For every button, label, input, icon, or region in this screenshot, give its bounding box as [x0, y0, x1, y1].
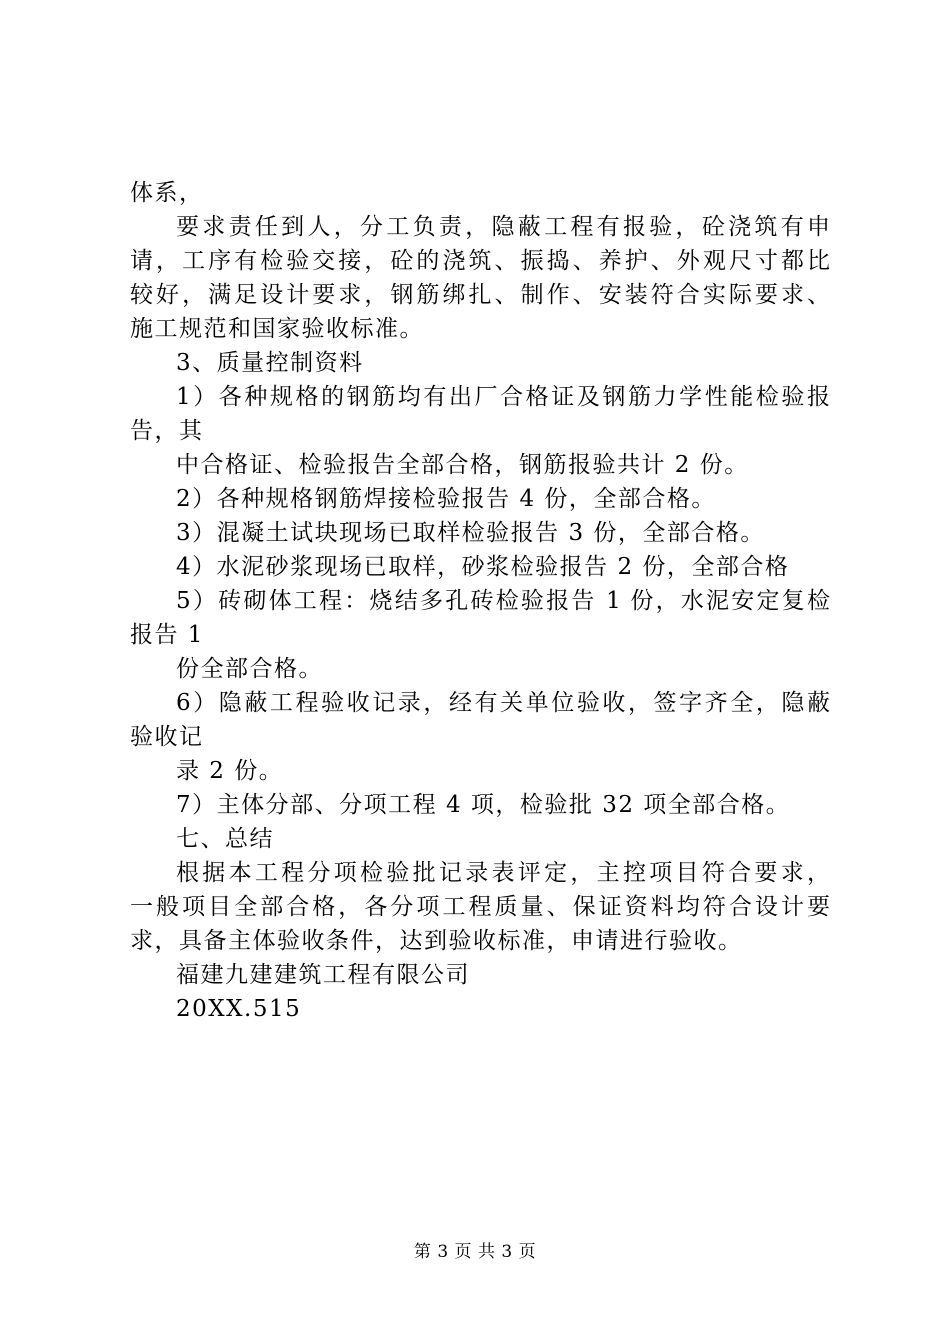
text-line: 5）砖砌体工程：烧结多孔砖检验报告 1 份，水泥安定复检 [176, 588, 830, 614]
text-line: 7）主体分部、分项工程 4 项，检验批 32 项全部合格。 [176, 792, 791, 818]
section-heading: 3、质量控制资料 [176, 350, 364, 376]
text-line: 2）各种规格钢筋焊接检验报告 4 份，全部合格。 [176, 486, 716, 512]
text-line: 4）水泥砂浆现场已取样，砂浆检验报告 2 份，全部合格 [176, 554, 790, 580]
text-line: 根据本工程分项检验批记录表评定，主控项目符合要求， [176, 860, 830, 886]
text-line: 请，工序有检验交接，砼的浇筑、振捣、养护、外观尺寸都比 [130, 248, 830, 274]
document-date: 20XX.515 [176, 996, 302, 1022]
text-line: 报告 1 [130, 622, 204, 648]
text-line: 中合格证、检验报告全部合格，钢筋报验共计 2 份。 [176, 452, 749, 478]
text-line: 体系， [130, 180, 204, 206]
text-line: 验收记 [130, 724, 204, 750]
section-heading: 七、总结 [176, 826, 274, 852]
text-line: 3）混凝土试块现场已取样检验报告 3 份，全部合格。 [176, 520, 765, 546]
text-line: 较好，满足设计要求，钢筋绑扎、制作、安装符合实际要求、 [130, 282, 830, 308]
page-footer: 第 3 页 共 3 页 [413, 1242, 537, 1262]
text-line: 1）各种规格的钢筋均有出厂合格证及钢筋力学性能检验报 [176, 384, 830, 410]
text-line: 一般项目全部合格，各分项工程质量、保证资料均符合设计要 [130, 894, 830, 920]
text-line: 要求责任到人，分工负责，隐蔽工程有报验，砼浇筑有申 [176, 214, 830, 240]
text-line: 6）隐蔽工程验收记录，经有关单位验收，签字齐全，隐蔽 [176, 690, 830, 716]
text-line: 告，其 [130, 418, 204, 444]
company-name: 福建九建建筑工程有限公司 [176, 962, 470, 988]
text-line: 录 2 份。 [176, 758, 284, 784]
text-line: 施工规范和国家验收标准。 [130, 316, 424, 342]
text-line: 求，具备主体验收条件，达到验收标准，申请进行验收。 [130, 928, 743, 954]
text-line: 份全部合格。 [176, 656, 323, 682]
